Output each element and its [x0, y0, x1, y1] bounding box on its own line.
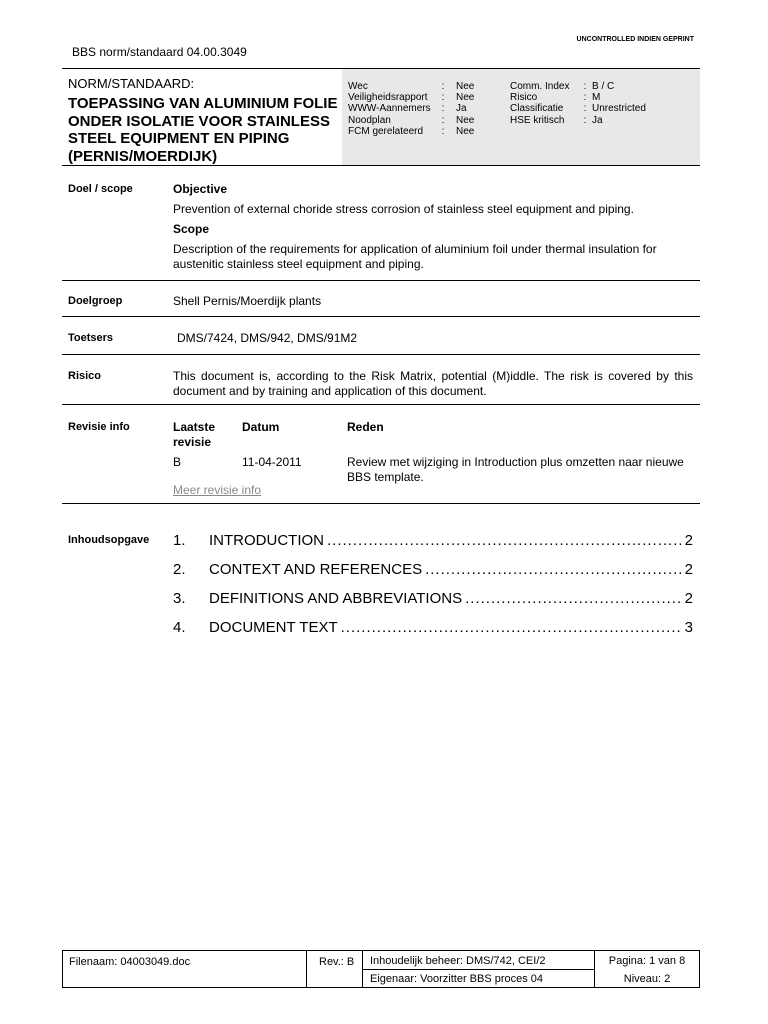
metadata-row: Risico : M — [510, 92, 601, 104]
document-footer — [62, 950, 700, 988]
toc-number: 1. — [173, 532, 186, 549]
divider — [62, 354, 700, 355]
toc-entry[interactable] — [173, 589, 693, 609]
scope-text: Description of the requirements for application of aluminium foil under thermal insulation for austenitic stainless steel equipment and piping. — [173, 242, 657, 271]
revision-value: B — [173, 455, 182, 469]
col-header-reason: Reden — [347, 420, 384, 434]
metadata-key: Veiligheidsrapport — [348, 92, 428, 104]
revision-reason: Review met wijziging in Introduction plus omzetten naar nieuwe BBS template. — [347, 455, 684, 484]
revision-date: 11-04-2011 — [242, 455, 302, 469]
metadata-left — [348, 81, 474, 137]
metadata-row: WWW-Aannemers : Ja — [348, 103, 467, 115]
metadata-row: Wec : Nee — [348, 81, 475, 92]
footer-page-cell — [595, 951, 699, 987]
revisie-label: Revisie info — [68, 421, 130, 433]
document-reference: BBS norm/standaard 04.00.3049 — [72, 45, 247, 59]
metadata-key: Wec — [348, 81, 368, 92]
toc-title: DOCUMENT TEXT — [209, 619, 338, 636]
metadata-value: M — [592, 92, 601, 104]
objective-heading: Objective — [173, 182, 228, 196]
col-header-revision: Laatste revisie — [173, 420, 216, 449]
toc-number: 3. — [173, 590, 186, 607]
metadata-key: WWW-Aannemers — [348, 103, 431, 115]
metadata-key: Noodplan — [348, 114, 391, 126]
toc-page: 2 — [684, 590, 693, 607]
metadata-key: HSE kritisch — [510, 114, 565, 126]
risico-label: Risico — [68, 370, 102, 382]
objective-text: Prevention of external choride stress corrosion of stainless steel equipment and piping. — [173, 202, 634, 216]
footer-page: Pagina: 1 van 8 — [608, 955, 686, 967]
footer-divider — [363, 969, 594, 970]
metadata-value: Ja — [592, 114, 603, 126]
toc-entry[interactable] — [173, 531, 693, 551]
metadata-key: FCM gerelateerd — [348, 125, 424, 137]
metadata-value: Ja — [456, 103, 467, 115]
footer-rev-cell — [307, 951, 363, 987]
divider — [62, 404, 700, 405]
metadata-row: Noodplan : Nee — [348, 114, 475, 126]
footer-filename: Filenaam: 04003049.doc — [69, 956, 191, 968]
metadata-value: Unrestricted — [592, 103, 646, 115]
uncontrolled-notice: UNCONTROLLED INDIEN GEPRINT — [576, 36, 694, 43]
toc-number: 2. — [173, 561, 186, 578]
metadata-value: Nee — [456, 81, 475, 92]
doelgroep-text: Shell Pernis/Moerdijk plants — [173, 294, 322, 308]
metadata-row: Classificatie : Unrestricted — [510, 103, 646, 115]
metadata-right — [510, 81, 646, 126]
toc-entry[interactable] — [173, 560, 693, 580]
header-title-block — [68, 76, 340, 165]
footer-rev: Rev.: B — [319, 956, 355, 968]
metadata-key: Classificatie — [510, 103, 564, 115]
toc-entry[interactable] — [173, 618, 693, 638]
toc-leader — [425, 560, 681, 580]
more-revision-info-link[interactable]: Meer revisie info — [173, 483, 262, 497]
header-label: NORM/STANDAARD: — [68, 76, 195, 91]
scope-heading: Scope — [173, 222, 210, 236]
metadata-row: Comm. Index : B / C — [510, 81, 615, 92]
toc-leader — [327, 531, 681, 551]
col-header-date: Datum — [242, 420, 280, 434]
metadata-key: Comm. Index — [510, 81, 570, 92]
footer-owner-cell — [363, 951, 595, 987]
footer-filename-cell — [63, 951, 307, 987]
doelgroep-label: Doelgroep — [68, 295, 123, 307]
toetsers-label: Toetsers — [68, 332, 114, 344]
toc-leader — [465, 589, 681, 609]
toc-leader — [341, 618, 681, 638]
document-header — [62, 68, 700, 166]
footer-content-owner: Inhoudelijk beheer: DMS/742, CEI/2 — [370, 955, 546, 967]
toc-page: 2 — [684, 532, 693, 549]
toc-label: Inhoudsopgave — [68, 534, 150, 546]
toc-number: 4. — [173, 619, 186, 636]
toc-page: 3 — [684, 619, 693, 636]
divider — [62, 316, 700, 317]
metadata-value: Nee — [456, 114, 475, 126]
divider — [62, 503, 700, 504]
metadata-value: Nee — [456, 125, 475, 137]
toc-title: INTRODUCTION — [209, 532, 324, 549]
header-metadata — [342, 69, 700, 165]
doel-scope-label: Doel / scope — [68, 183, 133, 195]
footer-level: Niveau: 2 — [623, 973, 671, 985]
metadata-value: Nee — [456, 92, 475, 104]
metadata-value: B / C — [592, 81, 615, 92]
toc-page: 2 — [684, 561, 693, 578]
risico-text: This document is, according to the Risk Matrix, potential (M)iddle. The risk is covered by this document and by training and application of this document. — [173, 369, 693, 398]
toc-title: DEFINITIONS AND ABBREVIATIONS — [209, 590, 463, 607]
metadata-row: Veiligheidsrapport : Nee — [348, 92, 475, 104]
footer-owner: Eigenaar: Voorzitter BBS proces 04 — [370, 973, 544, 985]
toc-title: CONTEXT AND REFERENCES — [209, 561, 423, 578]
toetsers-text: DMS/7424, DMS/942, DMS/91M2 — [177, 331, 358, 345]
metadata-row: FCM gerelateerd : Nee — [348, 125, 475, 137]
metadata-row: HSE kritisch : Ja — [510, 114, 603, 126]
metadata-key: Risico — [510, 92, 538, 104]
document-title: TOEPASSING VAN ALUMINIUM FOLIE ONDER ISOLATIE VOOR STAINLESS STEEL EQUIPMENT EN PIPING (PERNIS/MOERDIJK) — [68, 95, 338, 165]
divider — [62, 280, 700, 281]
